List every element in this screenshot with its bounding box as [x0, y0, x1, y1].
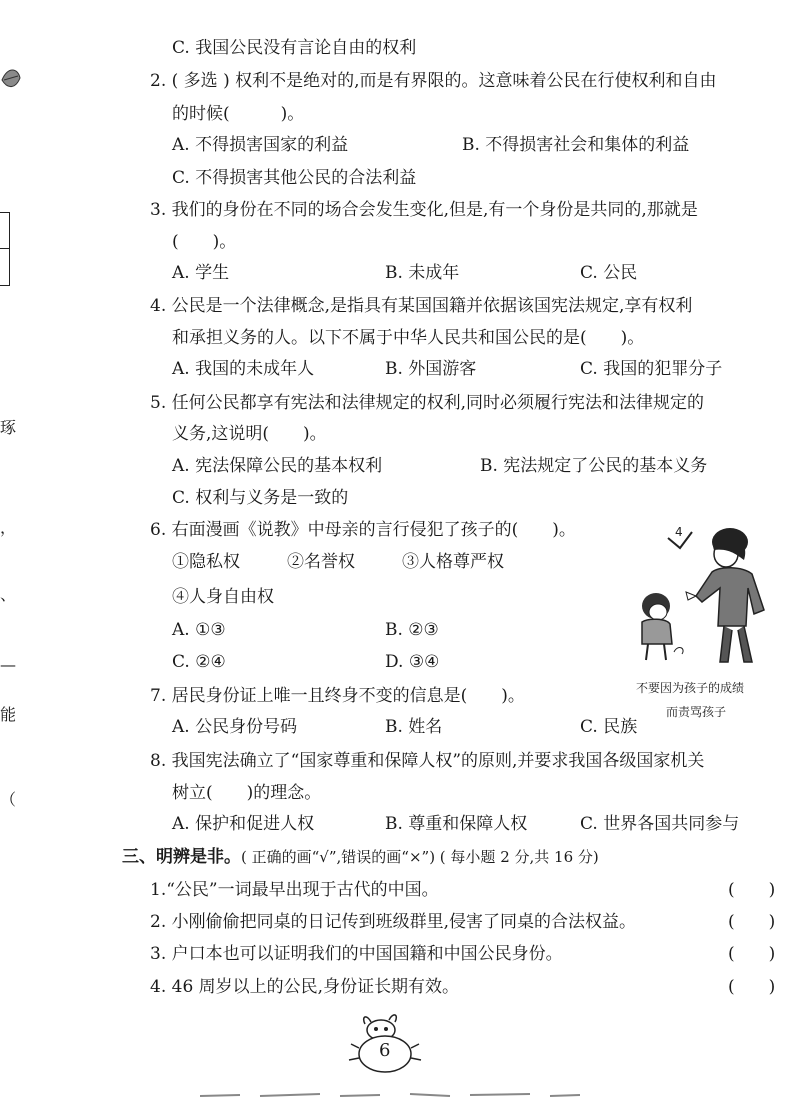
- q5-option-b: B. 宪法规定了公民的基本义务: [480, 456, 708, 476]
- q7-option-b: B. 姓名: [385, 717, 443, 737]
- cartoon-sign-icon: [668, 525, 692, 548]
- q3-option-c: C. 公民: [580, 263, 638, 283]
- q5-option-a: A. 宪法保障公民的基本权利: [172, 456, 383, 476]
- q3-stem-cont: ( )。: [172, 232, 237, 252]
- section3-title: 三、明辨是非。: [122, 847, 241, 867]
- q6-item-2: ②名誉权: [287, 552, 355, 572]
- tf-answer-2[interactable]: ( ): [728, 912, 776, 932]
- q6-option-a: A. ①③: [172, 620, 226, 640]
- margin-fragment: —: [0, 655, 16, 674]
- tf-item-4: 4. 46 周岁以上的公民,身份证长期有效。: [150, 977, 460, 997]
- q6-option-d: D. ③④: [385, 652, 440, 672]
- q4-stem: 4. 公民是一个法律概念,是指具有某国国籍并依据该国宪法规定,享有权利: [150, 296, 693, 316]
- q4-option-a: A. 我国的未成年人: [172, 359, 315, 379]
- q8-option-b: B. 尊重和保障人权: [385, 814, 528, 834]
- margin-fragment: 、: [0, 585, 17, 604]
- q2-option-b: B. 不得损害社会和集体的利益: [462, 135, 690, 155]
- q8-stem: 8. 我国宪法确立了“国家尊重和保障人权”的原则,并要求我国各级国家机关: [150, 751, 705, 771]
- q5-stem-cont: 义务,这说明( )。: [172, 424, 327, 444]
- q7-option-a: A. 公民身份号码: [172, 717, 298, 737]
- q2-option-a: A. 不得损害国家的利益: [172, 135, 349, 155]
- q6-option-c: C. ②④: [172, 652, 226, 672]
- q7-option-c: C. 民族: [580, 717, 638, 737]
- q3-option-b: B. 未成年: [385, 263, 460, 283]
- q6-item-1: ①隐私权: [172, 552, 240, 572]
- q2-stem-cont: 的时候( )。: [172, 104, 305, 124]
- mother-figure: [686, 528, 764, 662]
- tf-item-3: 3. 户口本也可以证明我们的中国国籍和中国公民身份。: [150, 944, 563, 964]
- q4-stem-cont: 和承担义务的人。以下不属于中华人民共和国公民的是( )。: [172, 328, 645, 348]
- q6-stem: 6. 右面漫画《说教》中母亲的言行侵犯了孩子的( )。: [150, 520, 576, 540]
- margin-leaf-icon: [0, 60, 22, 100]
- q6-option-b: B. ②③: [385, 620, 439, 640]
- q5-stem: 5. 任何公民都享有宪法和法律规定的权利,同时必须履行宪法和法律规定的: [150, 393, 705, 413]
- tf-answer-3[interactable]: ( ): [728, 944, 776, 964]
- margin-fragment: 能: [0, 705, 17, 724]
- q8-stem-cont: 树立( )的理念。: [172, 783, 322, 803]
- q7-stem: 7. 居民身份证上唯一且终身不变的信息是( )。: [150, 686, 525, 706]
- section3-note: ( 正确的画“√”,错误的画“×”) ( 每小题 2 分,共 16 分): [241, 848, 599, 866]
- margin-fragment: 琢: [0, 418, 17, 437]
- cartoon-caption-line1: 不要因为孩子的成绩: [636, 681, 745, 695]
- q3-stem: 3. 我们的身份在不同的场合会发生变化,但是,有一个身份是共同的,那就是: [150, 200, 698, 220]
- margin-fragment: ，: [0, 518, 17, 537]
- q8-option-c: C. 世界各国共同参与: [580, 814, 740, 834]
- bottom-cut-off-text: [200, 1088, 580, 1100]
- q6-item-4: ④人身自由权: [172, 587, 274, 607]
- q2-option-c: C. 不得损害其他公民的合法利益: [172, 168, 417, 188]
- q8-option-a: A. 保护和促进人权: [172, 814, 315, 834]
- cartoon-sign-text: 4: [675, 525, 683, 539]
- q4-option-b: B. 外国游客: [385, 359, 477, 379]
- margin-fragment: （: [0, 790, 17, 809]
- tf-answer-1[interactable]: ( ): [728, 880, 776, 900]
- q4-option-c: C. 我国的犯罪分子: [580, 359, 723, 379]
- child-figure: [642, 593, 683, 660]
- q5-option-c: C. 权利与义务是一致的: [172, 488, 349, 508]
- tf-item-1: 1.“公民”一词最早出现于古代的中国。: [150, 880, 439, 900]
- cartoon-caption-line2: 而责骂孩子: [666, 705, 727, 719]
- cartoon-illustration: [630, 518, 790, 670]
- margin-box-divider: [0, 248, 10, 249]
- margin-box: [0, 212, 10, 286]
- tf-item-2: 2. 小刚偷偷把同桌的日记传到班级群里,侵害了同桌的合法权益。: [150, 912, 637, 932]
- q6-item-3: ③人格尊严权: [402, 552, 504, 572]
- q3-option-a: A. 学生: [172, 263, 230, 283]
- section3-heading: [122, 845, 599, 869]
- q2-stem: 2. ( 多选 ) 权利不是绝对的,而是有界限的。这意味着公民在行使权利和自由: [150, 71, 717, 91]
- q1-option-c: C. 我国公民没有言论自由的权利: [172, 38, 417, 58]
- page-number: 6: [379, 1040, 391, 1061]
- tf-answer-4[interactable]: ( ): [728, 977, 776, 997]
